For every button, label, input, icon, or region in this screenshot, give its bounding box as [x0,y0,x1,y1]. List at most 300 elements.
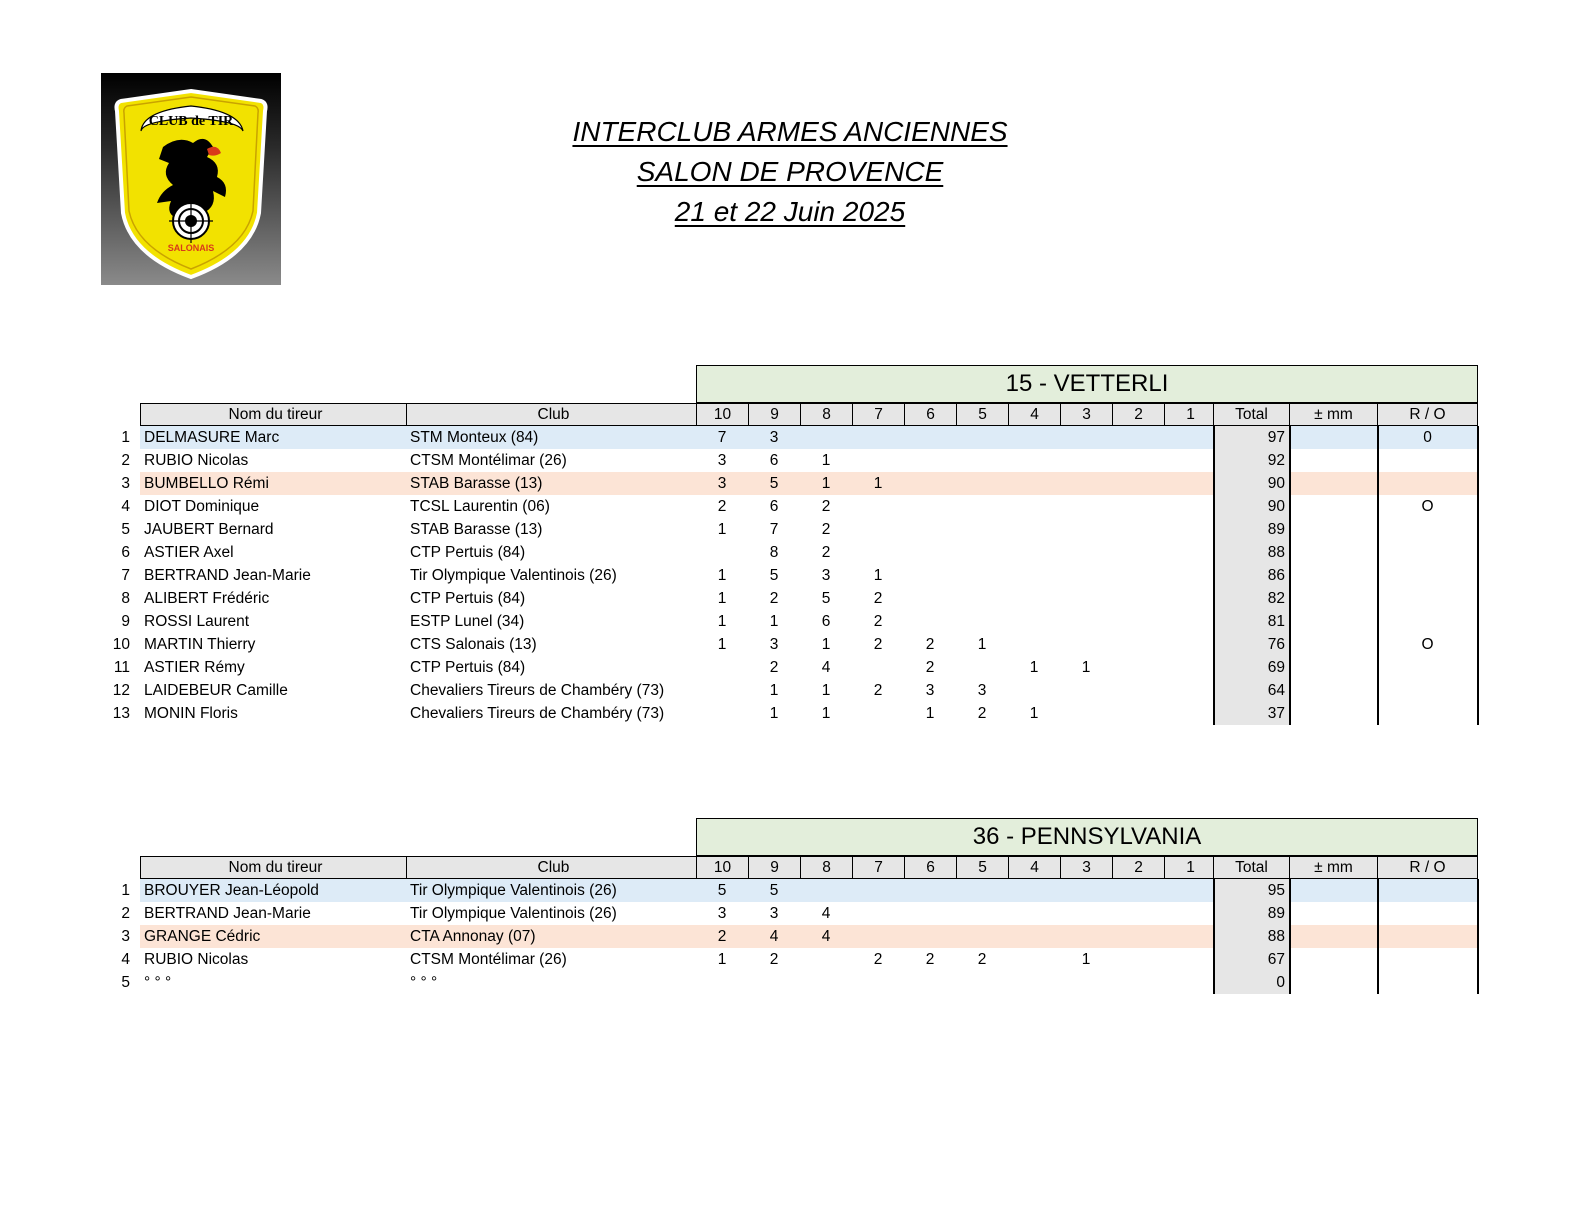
score-count [1008,587,1060,610]
score-count [1008,449,1060,472]
score-count: 2 [873,682,883,699]
score-ro [1377,879,1478,902]
score-count [852,426,904,449]
score-count [956,564,1008,587]
score-count: 1 [769,682,779,699]
score-count [904,971,956,994]
col-header-club: Club [406,856,696,879]
row-rank: 7 [121,567,130,584]
score-count [1112,633,1164,656]
score-count [1164,426,1216,449]
col-header-score: 3 [1060,856,1112,879]
col-header-total: Total [1213,856,1289,879]
score-count [904,495,956,518]
score-count [1060,971,1112,994]
score-mm [1289,679,1377,702]
score-count [904,449,956,472]
score-count: 3 [717,452,727,469]
score-count: 5 [769,475,779,492]
shooter-club: CTP Pertuis (84) [410,544,526,561]
score-count [1164,564,1216,587]
score-count: 2 [769,590,779,607]
score-count: 1 [821,705,831,722]
score-ro [1377,564,1478,587]
row-rank: 2 [121,905,130,922]
score-count [956,902,1008,925]
score-count [904,518,956,541]
col-header-ro: R / O [1377,403,1478,426]
row-rank: 2 [121,452,130,469]
score-count: 1 [821,452,831,469]
table-row [0,879,1584,902]
col-header-score: 8 [800,856,852,879]
column-rule [1213,426,1215,725]
score-count [1164,472,1216,495]
score-count [852,925,904,948]
shooter-name: MONIN Floris [144,705,238,722]
score-count: 5 [769,882,779,899]
score-mm [1289,879,1377,902]
score-count [956,495,1008,518]
score-ro [1377,925,1478,948]
score-count [800,879,852,902]
col-header-score: 2 [1112,403,1164,426]
score-total: 89 [1213,518,1289,541]
table-row [0,564,1584,587]
score-ro [1377,656,1478,679]
score-count [956,449,1008,472]
score-count [748,971,800,994]
logo-text-top: CLUB de TIR [148,114,234,129]
score-total: 90 [1213,495,1289,518]
score-count [1008,495,1060,518]
score-count [1164,679,1216,702]
table-row [0,702,1584,725]
score-count [1060,879,1112,902]
score-ro [1377,587,1478,610]
row-rank: 11 [113,659,130,676]
score-count: 3 [769,905,779,922]
score-count [1164,879,1216,902]
shooter-club: CTSM Montélimar (26) [410,951,567,968]
score-count [1164,610,1216,633]
score-count: 4 [769,928,779,945]
score-count: 2 [977,705,987,722]
score-ro: O [1421,636,1434,653]
shooter-name: BUMBELLO Rémi [144,475,269,492]
table-row [0,633,1584,656]
col-header-score: 4 [1008,403,1060,426]
col-header-score: 6 [904,856,956,879]
table-row [0,610,1584,633]
score-mm [1289,656,1377,679]
score-count [1112,925,1164,948]
score-count: 4 [821,905,831,922]
score-total: 86 [1213,564,1289,587]
table-row [0,472,1584,495]
score-count: 1 [717,521,727,538]
club-logo [101,73,281,285]
col-header-score: 4 [1008,856,1060,879]
score-total: 81 [1213,610,1289,633]
score-count [1112,610,1164,633]
score-count: 8 [769,544,779,561]
score-mm [1289,902,1377,925]
score-count [1008,971,1060,994]
score-count [904,472,956,495]
score-count: 2 [717,928,727,945]
col-header-mm: ± mm [1289,856,1377,879]
score-count [904,925,956,948]
row-rank: 8 [121,590,130,607]
shooter-name: MARTIN Thierry [144,636,256,653]
score-total: 92 [1213,449,1289,472]
score-total: 89 [1213,902,1289,925]
score-count [904,426,956,449]
score-count [1112,449,1164,472]
score-count: 1 [1081,659,1091,676]
score-count [1008,610,1060,633]
score-ro: O [1421,498,1434,515]
score-count: 1 [977,636,987,653]
score-count: 2 [821,521,831,538]
score-count [956,587,1008,610]
shooter-club: Tir Olympique Valentinois (26) [410,905,617,922]
score-count: 3 [717,475,727,492]
score-mm [1289,925,1377,948]
row-rank: 3 [121,928,130,945]
score-count: 3 [717,905,727,922]
shooter-name: GRANGE Cédric [144,928,261,945]
score-ro [1377,702,1478,725]
score-ro: 0 [1423,429,1432,446]
score-count: 2 [925,951,935,968]
col-header-score: 1 [1164,856,1216,879]
score-count: 1 [1029,659,1039,676]
score-mm [1289,449,1377,472]
score-count: 5 [769,567,779,584]
shooter-name: DELMASURE Marc [144,429,280,446]
col-header-score: 10 [696,856,748,879]
score-count [1060,633,1112,656]
score-count: 1 [717,590,727,607]
score-count [956,971,1008,994]
score-count [904,879,956,902]
score-total: 67 [1213,948,1289,971]
score-count [1164,518,1216,541]
score-count [852,702,904,725]
score-count [1060,518,1112,541]
score-count: 5 [717,882,727,899]
document-title [500,112,1080,232]
table-row [0,587,1584,610]
shooter-club: CTA Annonay (07) [410,928,536,945]
score-ro [1377,971,1478,994]
score-count [1112,702,1164,725]
column-rule [1289,879,1291,994]
table-row [0,426,1584,449]
table-row [0,449,1584,472]
score-count [1112,948,1164,971]
score-count [904,564,956,587]
score-ro [1377,472,1478,495]
score-count: 2 [873,590,883,607]
shooter-club: CTP Pertuis (84) [410,659,526,676]
score-count [800,971,852,994]
score-count [1008,633,1060,656]
score-count [1008,518,1060,541]
column-rule [1377,426,1379,725]
score-mm [1289,518,1377,541]
col-header-mm: ± mm [1289,403,1377,426]
score-count [1060,610,1112,633]
score-count [1112,879,1164,902]
score-count [1060,472,1112,495]
row-rank: 1 [121,429,130,446]
title-date: 21 et 22 Juin 2025 [674,196,906,227]
score-count: 1 [925,705,935,722]
score-count [1060,564,1112,587]
score-count: 6 [821,613,831,630]
score-count [904,541,956,564]
row-rank: 10 [112,636,130,653]
score-count [1008,879,1060,902]
score-count: 2 [925,636,935,653]
col-header-score: 5 [956,856,1008,879]
score-count [1112,541,1164,564]
score-mm [1289,495,1377,518]
score-count [852,879,904,902]
row-rank: 3 [121,475,130,492]
column-rule [1477,426,1479,725]
row-rank: 1 [121,882,130,899]
score-count [1060,541,1112,564]
score-count [1164,449,1216,472]
score-count: 1 [1029,705,1039,722]
score-count [696,656,748,679]
score-count [956,656,1008,679]
score-count: 1 [717,951,727,968]
score-mm [1289,472,1377,495]
score-count [1060,449,1112,472]
score-count [1008,426,1060,449]
score-count [1112,518,1164,541]
row-rank: 13 [112,705,130,722]
title-location: SALON DE PROVENCE [636,156,944,187]
score-count: 3 [769,429,779,446]
score-count: 1 [873,475,883,492]
column-rule [1213,879,1215,994]
col-header-score: 7 [852,856,904,879]
col-header-name: Nom du tireur [140,856,406,879]
score-ro [1377,518,1478,541]
score-count [1008,679,1060,702]
score-mm [1289,971,1377,994]
shooter-club: CTSM Montélimar (26) [410,452,567,469]
score-count: 1 [821,475,831,492]
score-total: 88 [1213,925,1289,948]
score-count [1112,587,1164,610]
score-count [904,587,956,610]
shooter-club: CTP Pertuis (84) [410,590,526,607]
section-title: 15 - VETTERLI [696,365,1478,403]
score-count: 2 [821,544,831,561]
shooter-name: ASTIER Axel [144,544,234,561]
score-total: 88 [1213,541,1289,564]
score-count [1060,925,1112,948]
shooter-name: ROSSI Laurent [144,613,250,630]
table-row [0,541,1584,564]
col-header-score: 8 [800,403,852,426]
score-ro [1377,610,1478,633]
score-count: 1 [1081,951,1091,968]
col-header-score: 7 [852,403,904,426]
table-row [0,948,1584,971]
score-total: 0 [1213,971,1289,994]
score-total: 64 [1213,679,1289,702]
shooter-name: RUBIO Nicolas [144,452,249,469]
col-header-score: 3 [1060,403,1112,426]
shooter-club: ° ° ° [410,974,438,991]
score-total: 90 [1213,472,1289,495]
score-count: 3 [925,682,935,699]
score-count [696,679,748,702]
shooter-name: JAUBERT Bernard [144,521,274,538]
shooter-club: Tir Olympique Valentinois (26) [410,567,617,584]
score-count [696,541,748,564]
score-count: 2 [873,613,883,630]
score-count: 7 [717,429,727,446]
score-count [852,902,904,925]
shooter-name: ALIBERT Frédéric [144,590,270,607]
shooter-name: DIOT Dominique [144,498,260,515]
score-count [852,971,904,994]
score-count [1060,587,1112,610]
table-row [0,971,1584,994]
score-count: 1 [821,636,831,653]
table-header [0,403,1584,426]
score-total: 97 [1213,426,1289,449]
score-mm [1289,610,1377,633]
section-title: 36 - PENNSYLVANIA [696,818,1478,856]
score-count [904,902,956,925]
score-ro [1377,902,1478,925]
score-count: 4 [821,928,831,945]
score-count [1112,902,1164,925]
shooter-club: CTS Salonais (13) [410,636,537,653]
score-count: 3 [977,682,987,699]
score-count [1164,495,1216,518]
shooter-name: RUBIO Nicolas [144,951,249,968]
score-ro [1377,948,1478,971]
score-count [852,449,904,472]
table-row [0,902,1584,925]
col-header-score: 2 [1112,856,1164,879]
column-rule [1377,879,1379,994]
score-count: 7 [769,521,779,538]
score-count [852,518,904,541]
col-header-score: 6 [904,403,956,426]
score-count [956,925,1008,948]
row-rank: 9 [121,613,130,630]
score-count [800,426,852,449]
score-count [1164,702,1216,725]
score-count [1164,948,1216,971]
score-count: 2 [769,659,779,676]
score-count [1060,426,1112,449]
col-header-ro: R / O [1377,856,1478,879]
row-rank: 6 [121,544,130,561]
shooter-name: ° ° ° [144,974,172,991]
score-count: 1 [717,636,727,653]
row-rank: 5 [121,521,130,538]
score-total: 37 [1213,702,1289,725]
table-row [0,518,1584,541]
shooter-club: STM Monteux (84) [410,429,539,446]
table-row [0,495,1584,518]
title-event: INTERCLUB ARMES ANCIENNES [572,116,1008,147]
shooter-name: BERTRAND Jean-Marie [144,905,311,922]
score-count: 1 [717,567,727,584]
score-count [1112,495,1164,518]
col-header-score: 9 [748,856,800,879]
row-rank: 4 [121,498,130,515]
score-mm [1289,633,1377,656]
score-count: 1 [769,705,779,722]
shooter-club: Tir Olympique Valentinois (26) [410,882,617,899]
score-count: 1 [717,613,727,630]
row-rank: 5 [121,974,130,991]
score-count [1008,472,1060,495]
score-count [1164,902,1216,925]
score-total: 76 [1213,633,1289,656]
score-count: 3 [769,636,779,653]
score-count [956,610,1008,633]
score-count [1164,971,1216,994]
col-header-club: Club [406,403,696,426]
score-count [852,656,904,679]
score-mm [1289,587,1377,610]
score-total: 82 [1213,587,1289,610]
row-rank: 4 [121,951,130,968]
score-count [800,948,852,971]
score-count [1164,925,1216,948]
score-total: 95 [1213,879,1289,902]
score-count: 1 [873,567,883,584]
score-count [1112,426,1164,449]
shooter-name: BERTRAND Jean-Marie [144,567,311,584]
score-count [1164,541,1216,564]
col-header-name: Nom du tireur [140,403,406,426]
score-count: 2 [873,951,883,968]
logo-text-bottom: SALONAIS [167,243,215,253]
score-count [1060,679,1112,702]
table-row [0,679,1584,702]
shooter-name: ASTIER Rémy [144,659,245,676]
score-count [696,971,748,994]
table-row [0,925,1584,948]
shooter-name: BROUYER Jean-Léopold [144,882,319,899]
score-count [1008,925,1060,948]
score-count [1112,472,1164,495]
score-mm [1289,541,1377,564]
shooter-name: LAIDEBEUR Camille [144,682,288,699]
score-count [1008,564,1060,587]
col-header-score: 1 [1164,403,1216,426]
score-mm [1289,564,1377,587]
score-count: 1 [821,682,831,699]
score-count [1164,587,1216,610]
